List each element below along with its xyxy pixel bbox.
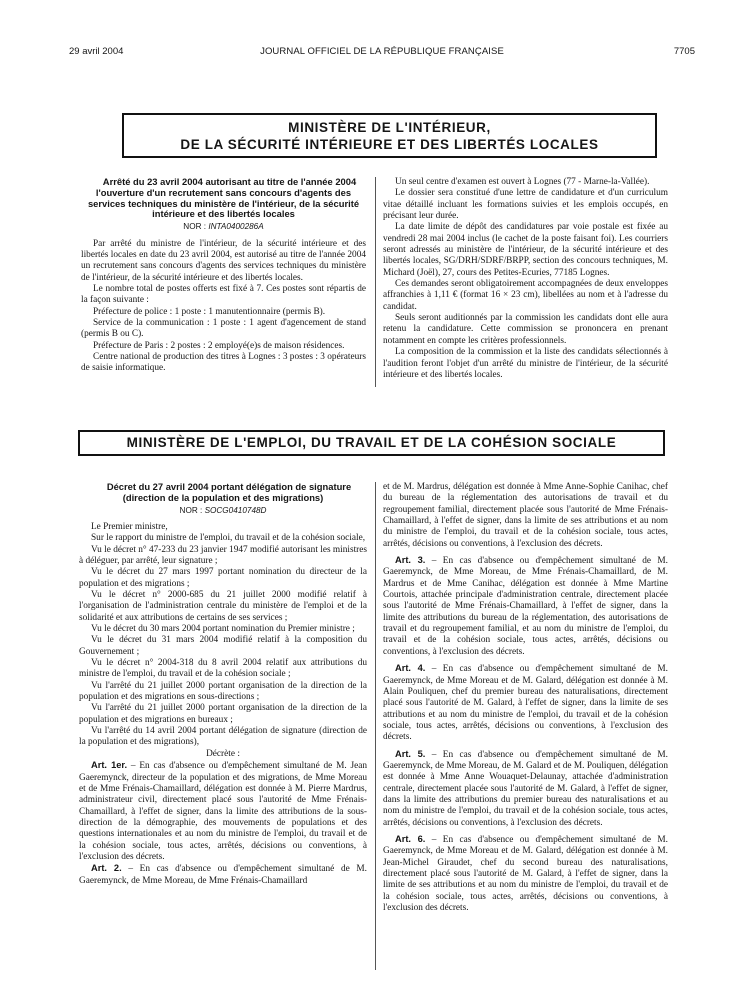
- paragraph: Préfecture de Paris : 2 postes : 2 employé(e)s de maison résidences.: [93, 340, 345, 351]
- paragraph: Un seul centre d'examen est ouvert à Lognes (77 - Marne-la-Vallée).: [395, 177, 650, 187]
- paragraph: Vu le décret n° 2004-318 du 8 avril 2004 relatif aux attributions du ministre de l'emploi, du travail et de la cohésion sociale ;: [79, 658, 367, 680]
- article-label: Art. 2.: [91, 863, 122, 874]
- paragraph: Vu le décret du 27 mars 1997 portant nomination du directeur de la population et des migrations ;: [79, 567, 367, 589]
- article-5: [383, 749, 668, 829]
- paragraph: Vu le décret du 30 mars 2004 portant nomination du Premier ministre ;: [91, 624, 355, 635]
- paragraph: Seuls seront auditionnés par la commission les candidats dont elle aura retenu la candidature. Cette commission se prononcera en prenant notamment en compte les critères professionnels.: [383, 313, 668, 346]
- paragraph: Ces demandes seront obligatoirement accompagnées de deux enveloppes affranchies à 1,11 € (format 16 × 23 cm), libellées au nom et à l'adresse du candidat.: [383, 279, 668, 312]
- column-rule: [375, 177, 376, 387]
- article-2: [79, 863, 367, 887]
- ministry-heading-line2: DE LA SÉCURITÉ INTÉRIEURE ET DES LIBERTÉS LOCALES: [180, 137, 599, 152]
- paragraph: Le nombre total de postes offerts est fixé à 7. Ces postes sont répartis de la façon suivante :: [81, 283, 366, 306]
- nor-code: INTA0400286A: [208, 222, 264, 232]
- paragraph: Vu l'arrêté du 21 juillet 2000 portant organisation de la direction de la population et des migrations en sous-directions ;: [79, 680, 367, 703]
- paragraph: Sur le rapport du ministre de l'emploi, du travail et de la cohésion sociale,: [91, 533, 366, 544]
- paragraph: et de M. Mardrus, délégation est donnée à Mme Anne-Sophie Canihac, chef du bureau de la réglementation des autorisations de travail et du regroupement familial, directement placée sous l'autorité de Mme Frénais-Chamaillard, à l'effet de signer, dans la limite de ses attributions et au nom du ministre de l'emploi, du travail et de la cohésion sociale, tous actes, arrêtés, décisions ou conventions, à l'exclusion des décrets.: [383, 482, 668, 549]
- paragraph: Vu le décret n° 47-233 du 23 janvier 1947 modifié autorisant les ministres à déléguer, par arrêté, leur signature ;: [79, 544, 367, 566]
- article-6: [383, 834, 668, 914]
- paragraph: Préfecture de police : 1 poste : 1 manutentionnaire (permis B).: [93, 306, 326, 317]
- column-rule: [375, 482, 376, 970]
- ministry-emploi-heading: [78, 430, 665, 456]
- paragraph: Le dossier sera constitué d'une lettre de candidature et d'un curriculum vitae détaillé incluant les formations suivies et les emplois occupés, en précisant leur durée.: [383, 188, 668, 222]
- article-text: – En cas d'absence ou d'empêchement simultané de M. Gaeremynck, de Mme Moreau, de Mme Frénais-Chamaillard: [79, 864, 367, 886]
- paragraph: La composition de la commission et la liste des candidats sélectionnés à l'audition feront l'objet d'un arrêté du ministre de l'intérieur, de la sécurité intérieure et des libertés locales.: [383, 347, 668, 380]
- article-label: Art. 1er.: [91, 760, 128, 771]
- nor-label: NOR :: [179, 505, 205, 515]
- article-label: Art. 3.: [395, 555, 426, 566]
- arrete-title: Arrêté du 23 avril 2004 autorisant au titre de l'année 2004 l'ouverture d'un recrutement sans concours d'agents des services techniques du ministère de l'intérieur, de la sécurité intérieure et des libertés locales: [87, 176, 360, 220]
- journal-title: JOURNAL OFFICIEL DE LA RÉPUBLIQUE FRANÇAISE: [260, 46, 504, 57]
- decret-title: Décret du 27 avril 2004 portant délégation de signature (direction de la population et des migrations): [106, 481, 352, 503]
- decrete-label: Décrète :: [206, 748, 240, 759]
- nor-label: NOR :: [183, 222, 209, 232]
- paragraph: Le Premier ministre,: [91, 521, 168, 532]
- decret-right-column: [383, 482, 668, 914]
- paragraph: Par arrêté du ministre de l'intérieur, de la sécurité intérieure et des libertés locales en date du 23 avril 2004, est autorisé au titre de l'année 2004 un recrutement sans concours d'agents des services techniques du ministère de l'intérieur, de la sécurité intérieure et des libertés locales.: [81, 238, 366, 283]
- article-3: [383, 555, 668, 658]
- paragraph: Centre national de production des titres à Lognes : 3 postes : 3 opérateurs de saisie informatique.: [81, 351, 366, 374]
- nor-code: SOCG0410748D: [204, 505, 267, 515]
- ministry-heading-line1: MINISTÈRE DE L'EMPLOI, DU TRAVAIL ET DE LA COHÉSION SOCIALE: [126, 435, 617, 450]
- paragraph: La date limite de dépôt des candidatures par voie postale est fixée au vendredi 28 mai 2004 inclus (le cachet de la poste faisant foi). Les courriers seront adressés au ministère de l'intérieur, de la sécurité intérieure et des libertés locales, SG/DRH/SDRF/BRPP, section des concours techniques, M. Michard (Joël), 27, cours des Petites-Ecuries, 77185 Lognes.: [383, 222, 668, 278]
- article-label: Art. 6.: [395, 833, 426, 844]
- arrete-left-column: [81, 177, 366, 375]
- issue-date: 29 avril 2004: [69, 46, 124, 57]
- article-text: – En cas d'absence ou d'empêchement simultané de M. Gaeremynck, de Mme Moreau, de Mme Frénais-Chamaillard, de M. Mardrus et de Mme Canihac, délégation est donnée à Mme Martine Courtois, attachée principale d'administration centrale, directement placée sous l'autorité de Mme Frénais-Chamaillard, à l'effet de signer, dans la limite des attributions du bureau de la réglementation, des autorisations de travail et du regroupement familial, et au nom du ministre de l'emploi, du travail et de la cohésion sociale, tous actes, arrêtés, décisions ou conventions, à l'exclusion des décrets.: [383, 556, 668, 657]
- decret-nor: [79, 505, 367, 516]
- arrete-nor: [81, 221, 366, 232]
- paragraph: Vu l'arrêté du 21 juillet 2000 portant organisation de la direction de la population et des migrations en bureaux ;: [79, 703, 367, 725]
- article-1: [79, 760, 367, 863]
- article-text: – En cas d'absence ou d'empêchement simultané de M. Gaeremynck, de Mme Moreau et de M. Galard, délégation est donnée à M. Alain Pouliquen, chef du premier bureau des naturalisations, directement placé sous l'autorité de M. Galard, à l'effet de signer, dans la limite de ses attributions et au nom du ministre de l'emploi, du travail et de la cohésion sociale, tous actes, arrêtés, décisions ou conventions, à l'exclusion des décrets.: [383, 664, 668, 743]
- article-label: Art. 4.: [395, 663, 426, 674]
- paragraph: Vu le décret n° 2000-685 du 21 juillet 2000 modifié relatif à l'organisation de l'administration centrale du ministère de l'emploi et de la solidarité et aux attributions de certains de ses services ;: [79, 590, 367, 623]
- article-text: – En cas d'absence ou d'empêchement simultané de M. Gaeremynck, de Mme Moreau et de M. Galard, délégation est donnée à M. Jean-Michel Giraudet, chef du second bureau des naturalisations, directement placé sous l'autorité de M. Galard, à l'effet de signer, dans la limite de ses attributions et au nom du ministre de l'emploi, du travail et de la cohésion sociale, tous actes, arrêtés, décisions ou conventions, à l'exclusion des décrets.: [383, 834, 668, 914]
- decret-left-column: [79, 482, 367, 887]
- article-4: [383, 663, 668, 743]
- article-text: – En cas d'absence ou d'empêchement simultané de M. Jean Gaeremynck, directeur de la population et des migrations, de Mme Moreau et de Mme Frénais-Chamaillard, délégation est donnée à M. Pierre Mardrus, administrateur civil, directement placé sous l'autorité de Mme Frénais-Chamaillard, à l'effet de signer, dans la limite des attributions de la sous-direction de la démographie, des mouvements de populations et des questions internationales et au nom du ministre de l'emploi, du travail et de la cohésion sociale, tous actes, arrêtés, décisions ou conventions, à l'exclusion des décrets.: [79, 761, 368, 862]
- article-text: – En cas d'absence ou d'empêchement simultané de M. Gaeremynck, de Mme Moreau, de M. Galard et de M. Pouliquen, délégation est donnée à Mme Anne Wouaquet-Delaunay, attachée d'administration centrale, directement placée sous l'autorité de M. Galard, à l'effet de signer, dans la limite des attributions du premier bureau des naturalisations et au nom du ministre de l'emploi, du travail et de la cohésion sociale, tous actes, arrêtés, décisions ou conventions, à l'exclusion des décrets.: [383, 749, 668, 828]
- paragraph: Vu l'arrêté du 14 avril 2004 portant délégation de signature (direction de la population et des migrations),: [79, 726, 367, 748]
- page-number: 7705: [673, 46, 695, 57]
- paragraph: Service de la communication : 1 poste : 1 agent d'agencement de stand (permis B ou C).: [81, 317, 366, 340]
- article-label: Art. 5.: [395, 748, 426, 759]
- arrete-right-column: [383, 177, 668, 381]
- paragraph: Vu le décret du 31 mars 2004 modifié relatif à la composition du Gouvernement ;: [79, 635, 367, 657]
- running-header: [69, 46, 695, 62]
- ministry-interieur-heading: [122, 113, 657, 158]
- ministry-heading-line1: MINISTÈRE DE L'INTÉRIEUR,: [288, 120, 491, 135]
